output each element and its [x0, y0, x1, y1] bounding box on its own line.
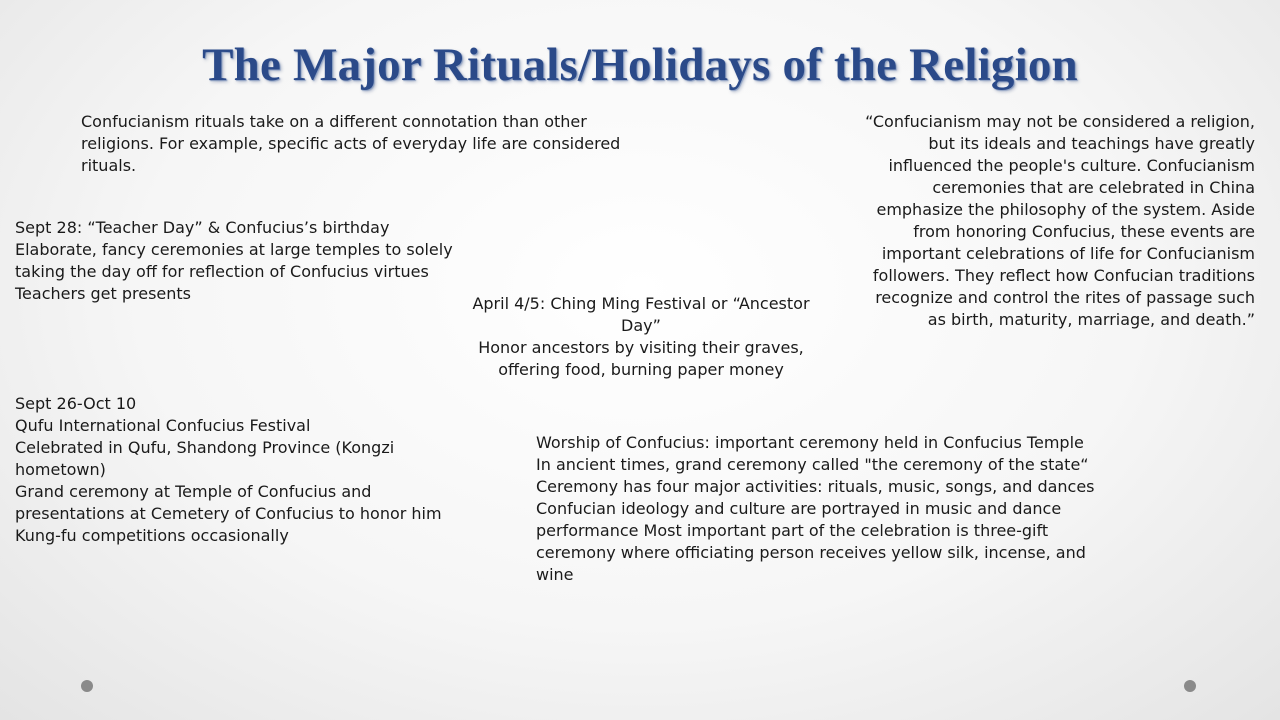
teacher-day-description: Elaborate, fancy ceremonies at large temples to solely taking the day off for reflection of Confucius virtues	[15, 240, 453, 281]
ching-ming-section	[450, 293, 832, 381]
ching-ming-description: Honor ancestors by visiting their graves, offering food, burning paper money	[478, 338, 804, 379]
intro-paragraph: Confucianism rituals take on a different connotation than other religions. For example, specific acts of everyday life are considered rituals.	[81, 112, 621, 175]
decorative-dot-right	[1184, 680, 1196, 692]
teacher-day-date-line: Sept 28: “Teacher Day” & Confucius’s birthday	[15, 218, 390, 237]
qufu-festival-section	[15, 393, 470, 547]
qufu-festival-name: Qufu International Confucius Festival	[15, 416, 311, 435]
quote-paragraph: “Confucianism may not be considered a religion, but its ideals and teachings have greatly influenced the people's culture. Confucianism ceremonies that are celebrated in China emphasize the philosophy of the system. Aside from honoring Confucius, these events are important celebrations of life for Confucianism followers. They reflect how Confucian traditions recognize and control the rites of passage such as birth, maturity, marriage, and death.”	[865, 112, 1255, 329]
qufu-dates: Sept 26-Oct 10	[15, 394, 137, 413]
worship-ancient: In ancient times, grand ceremony called "the ceremony of the state“	[536, 455, 1089, 474]
qufu-ceremony: Grand ceremony at Temple of Confucius and presentations at Cemetery of Confucius to honor him	[15, 482, 442, 523]
worship-section	[536, 432, 1111, 586]
ching-ming-title: April 4/5: Ching Ming Festival or “Ancestor Day”	[472, 294, 810, 335]
worship-performance: Confucian ideology and culture are portrayed in music and dance performance Most important part of the celebration is three-gift ceremony where officiating person receives yellow silk, incense, and wine	[536, 499, 1086, 584]
teacher-day-section	[15, 217, 465, 305]
qufu-location: Celebrated in Qufu, Shandong Province (Kongzi hometown)	[15, 438, 395, 479]
teacher-day-presents: Teachers get presents	[15, 284, 191, 303]
decorative-dot-left	[81, 680, 93, 692]
worship-title: Worship of Confucius: important ceremony held in Confucius Temple	[536, 433, 1084, 452]
worship-activities: Ceremony has four major activities: rituals, music, songs, and dances	[536, 477, 1095, 496]
slide-title: The Major Rituals/Holidays of the Religion	[202, 39, 1078, 91]
qufu-kungfu: Kung-fu competitions occasionally	[15, 526, 289, 545]
